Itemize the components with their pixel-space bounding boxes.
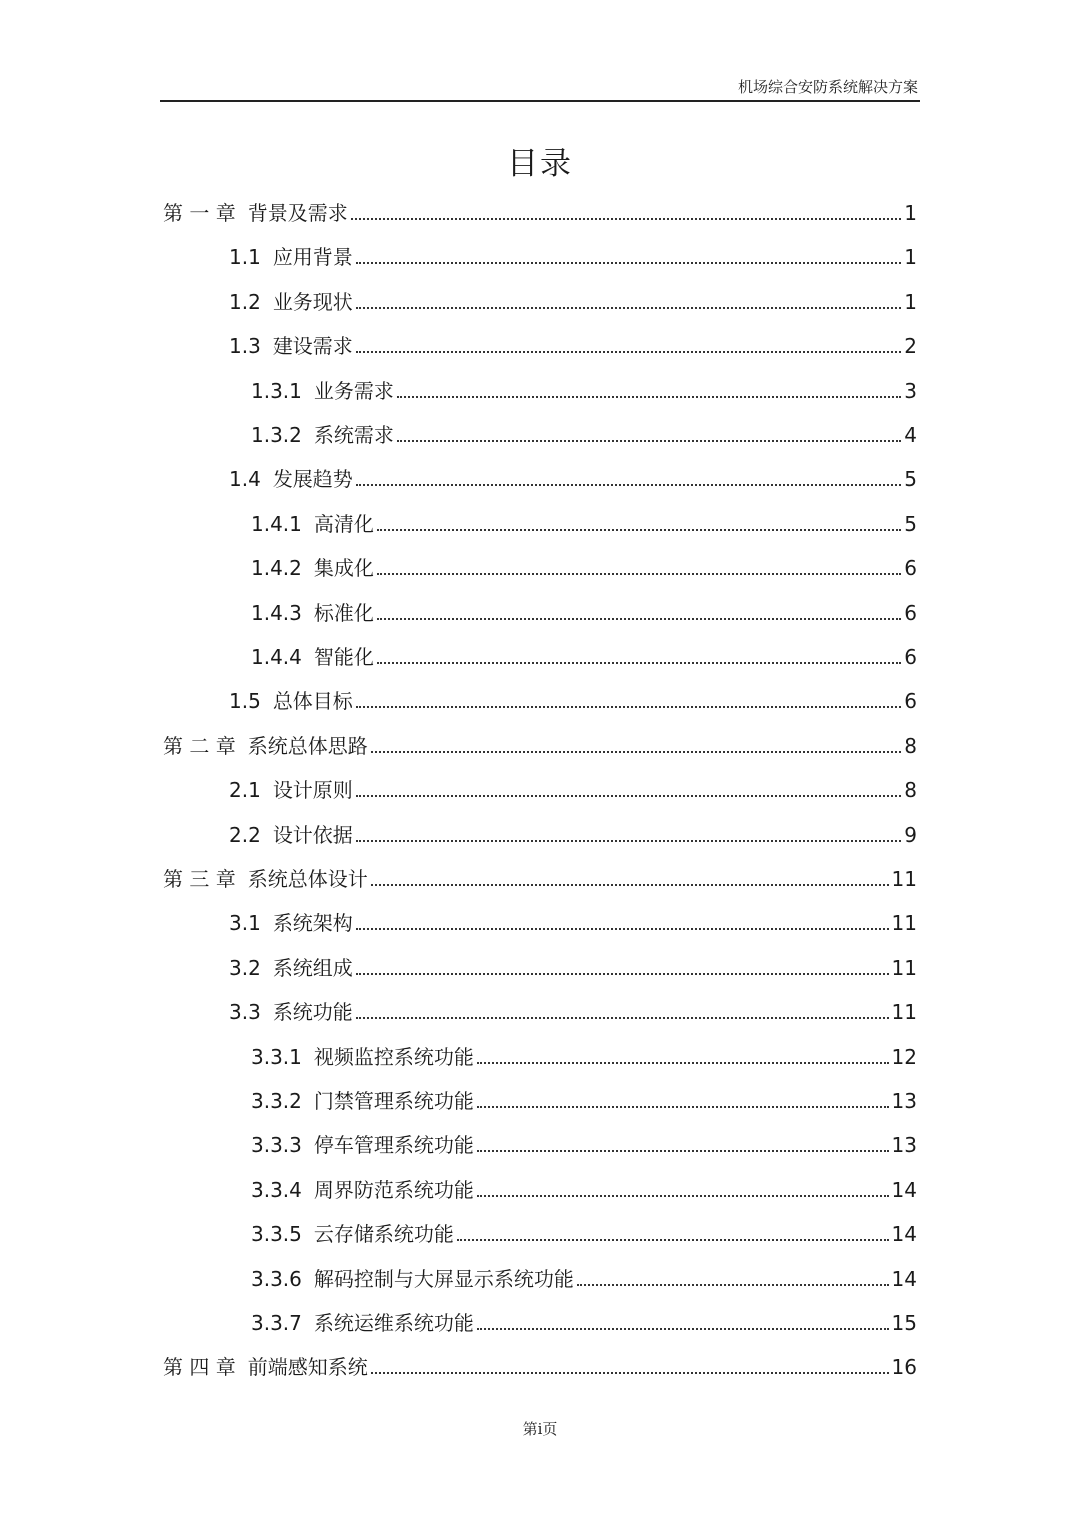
toc-entry-title: 系统总体思路 [247, 733, 368, 758]
toc-entry-title: 系统需求 [313, 423, 394, 447]
toc-entry-number: 1.3 [229, 334, 261, 359]
toc-entry-label [163, 733, 368, 759]
toc-dot-leader [377, 662, 901, 664]
toc-entry-label [229, 688, 353, 714]
toc-entry-title: 停车管理系统功能 [313, 1133, 474, 1158]
toc-entry-number: 1.4.4 [251, 645, 302, 669]
toc-entry-title: 背景及需求 [247, 201, 348, 225]
toc-entry[interactable] [229, 767, 917, 803]
toc-entry-title: 系统运维系统功能 [313, 1311, 474, 1335]
toc-entry-number: 3.3.6 [251, 1266, 302, 1291]
toc-entry-title: 云存储系统功能 [313, 1222, 454, 1247]
toc-entry-number: 3.2 [229, 955, 261, 980]
toc-entry-label [251, 1177, 474, 1203]
toc-entry-label [251, 1044, 474, 1070]
toc-entry-number: 2.1 [229, 778, 261, 803]
toc-entry-page: 16 [891, 1355, 917, 1380]
toc-entry[interactable] [229, 279, 917, 315]
toc-entry-page: 9 [904, 822, 917, 847]
toc-entry-number: 第 一 章 [163, 201, 236, 225]
toc-entry-title: 业务需求 [313, 378, 394, 403]
toc-entry-page: 6 [904, 600, 917, 625]
toc-entry-title: 业务现状 [272, 289, 353, 314]
toc-entry-number: 1.4.1 [251, 511, 302, 536]
toc-entry-number: 第 三 章 [163, 867, 236, 891]
toc-entry-title: 系统功能 [272, 1000, 353, 1025]
toc-entry-page: 1 [904, 289, 917, 314]
toc-entry-page: 15 [891, 1311, 917, 1335]
toc-entry-label [251, 1088, 474, 1114]
toc-title: 目录 [507, 146, 573, 182]
toc-entry[interactable] [229, 678, 917, 714]
toc-entry-label [251, 1132, 474, 1158]
toc-entry-number: 1.5 [229, 689, 261, 714]
toc-entry[interactable] [251, 1300, 917, 1336]
toc-entry-page: 11 [891, 955, 917, 980]
toc-entry-page: 5 [904, 467, 917, 492]
toc-entry-number: 2.2 [229, 822, 261, 847]
toc-entry-page: 6 [904, 689, 917, 714]
toc-entry-number: 第 二 章 [163, 733, 236, 758]
toc-entry-title: 视频监控系统功能 [313, 1044, 474, 1069]
toc-entry-label [251, 1221, 454, 1247]
toc-entry-title: 总体目标 [272, 689, 353, 714]
toc-entry-label [251, 1310, 474, 1336]
toc-dot-leader [356, 973, 889, 975]
toc-dot-leader [356, 1017, 889, 1019]
toc-entry-page: 13 [891, 1089, 917, 1113]
toc-entry-title: 集成化 [313, 556, 374, 581]
toc-entry-page: 12 [891, 1044, 917, 1069]
toc-dot-leader [477, 1062, 889, 1064]
toc-dot-leader [356, 262, 901, 264]
toc-entry-label [229, 244, 353, 270]
toc-entry-title: 智能化 [313, 645, 374, 669]
toc-entry-page: 14 [891, 1177, 917, 1202]
toc-dot-leader [356, 795, 901, 797]
toc-entry-page: 3 [904, 378, 917, 403]
toc-entry-page: 2 [904, 334, 917, 359]
toc-entry-title: 门禁管理系统功能 [313, 1089, 474, 1113]
toc-entry-number: 1.3.2 [251, 423, 302, 447]
toc-entry[interactable] [163, 723, 917, 759]
toc-entry-number: 3.3.1 [251, 1044, 302, 1069]
toc-entry-title: 发展趋势 [272, 467, 353, 492]
toc-entry-page: 11 [891, 911, 917, 936]
toc-entry-number: 1.1 [229, 245, 261, 270]
toc-entry[interactable] [251, 1256, 917, 1292]
toc-entry[interactable] [251, 1078, 917, 1114]
toc-dot-leader [377, 529, 901, 531]
toc-entry-title: 解码控制与大屏显示系统功能 [313, 1266, 574, 1291]
toc-entry-page: 11 [891, 1000, 917, 1025]
toc-dot-leader [356, 307, 901, 309]
toc-entry-title: 系统总体设计 [247, 867, 368, 891]
toc-entry-label [229, 822, 353, 848]
toc-entry-title: 应用背景 [272, 245, 353, 270]
toc-entry-title: 系统组成 [272, 955, 353, 980]
toc-entry-page: 14 [891, 1266, 917, 1291]
toc-entry-number: 1.3.1 [251, 378, 302, 403]
toc-dot-leader [577, 1284, 889, 1286]
toc-entry[interactable] [229, 234, 917, 270]
toc-entry[interactable] [251, 1167, 917, 1203]
toc-dot-leader [397, 440, 901, 442]
toc-dot-leader [477, 1195, 889, 1197]
toc-entry-label [163, 866, 368, 892]
toc-entry-label [229, 777, 353, 803]
toc-entry-page: 13 [891, 1133, 917, 1158]
toc-entry-label [163, 200, 348, 226]
toc-entry-label [229, 955, 353, 981]
toc-entry[interactable] [229, 456, 917, 492]
toc-entry[interactable] [251, 590, 917, 626]
page-number-footer: 第i页 [522, 1420, 558, 1438]
toc-entry-label [229, 910, 353, 936]
toc-entry-number: 1.2 [229, 289, 261, 314]
toc-dot-leader [377, 618, 901, 620]
toc-entry[interactable] [251, 368, 917, 404]
toc-entry-label [163, 1354, 368, 1380]
header-rule [160, 100, 920, 102]
toc-entry-page: 8 [904, 778, 917, 803]
toc-entry[interactable] [163, 856, 917, 892]
toc-entry-page: 1 [904, 201, 917, 225]
toc-dot-leader [371, 751, 902, 753]
toc-dot-leader [477, 1150, 889, 1152]
toc-entry[interactable] [251, 412, 917, 448]
toc-dot-leader [397, 396, 901, 398]
toc-entry-label [251, 600, 374, 626]
toc-entry-number: 3.3.4 [251, 1177, 302, 1202]
toc-entry-label [229, 333, 353, 359]
toc-entry-page: 4 [904, 423, 917, 447]
toc-entry[interactable] [251, 501, 917, 537]
toc-entry-label [229, 289, 353, 315]
toc-entry-page: 8 [904, 733, 917, 758]
toc-entry[interactable] [251, 1211, 917, 1247]
toc-entry-title: 设计依据 [272, 822, 353, 847]
toc-entry-label [251, 511, 374, 537]
toc-entry-title: 高清化 [313, 511, 374, 536]
toc-dot-leader [356, 928, 889, 930]
toc-entry-label [251, 422, 394, 448]
toc-entry[interactable] [229, 812, 917, 848]
toc-entry-page: 6 [904, 645, 917, 669]
toc-entry[interactable] [251, 545, 917, 581]
toc-entry-title: 前端感知系统 [247, 1355, 368, 1380]
toc-entry-label [251, 1266, 574, 1292]
toc-dot-leader [371, 1372, 889, 1374]
toc-dot-leader [356, 840, 901, 842]
toc-entry-page: 6 [904, 556, 917, 581]
toc-entry[interactable] [251, 634, 917, 670]
toc-entry-page: 14 [891, 1222, 917, 1247]
toc-dot-leader [477, 1106, 889, 1108]
toc-dot-leader [356, 706, 901, 708]
toc-dot-leader [356, 484, 901, 486]
toc-entry-title: 建设需求 [272, 334, 353, 359]
toc-entry-number: 第 四 章 [163, 1355, 236, 1380]
toc-dot-leader [356, 351, 901, 353]
toc-entry-page: 1 [904, 245, 917, 270]
toc-entry-number: 3.3.2 [251, 1089, 302, 1113]
toc-entry-label [229, 466, 353, 492]
toc-entry-number: 3.3 [229, 1000, 261, 1025]
toc-entry-number: 1.4.3 [251, 600, 302, 625]
toc-entry-number: 3.3.5 [251, 1222, 302, 1247]
toc-entry[interactable] [229, 989, 917, 1025]
toc-dot-leader [351, 218, 902, 220]
toc-entry[interactable] [229, 323, 917, 359]
toc-entry-title: 系统架构 [272, 911, 353, 936]
toc-entry[interactable] [251, 1034, 917, 1070]
toc-entry[interactable] [229, 900, 917, 936]
toc-dot-leader [457, 1239, 889, 1241]
toc-entry-title: 设计原则 [272, 778, 353, 803]
toc-dot-leader [377, 573, 901, 575]
toc-entry-number: 1.4.2 [251, 556, 302, 581]
toc-entry-label [229, 999, 353, 1025]
toc-entry[interactable] [251, 1122, 917, 1158]
toc-entry-label [251, 555, 374, 581]
toc-entry-page: 11 [891, 867, 917, 891]
toc-entry-number: 3.3.3 [251, 1133, 302, 1158]
toc-dot-leader [477, 1328, 889, 1330]
toc-entry-label [251, 378, 394, 404]
toc-entry-number: 3.3.7 [251, 1311, 302, 1335]
running-header-title: 机场综合安防系统解决方案 [737, 78, 918, 96]
toc-dot-leader [371, 884, 889, 886]
toc-entry-label [251, 644, 374, 670]
toc-entry-title: 标准化 [313, 600, 374, 625]
toc-entry[interactable] [163, 190, 917, 226]
toc-entry-title: 周界防范系统功能 [313, 1177, 474, 1202]
toc-entry-page: 5 [904, 511, 917, 536]
toc-entry[interactable] [163, 1344, 917, 1380]
toc-entry-number: 1.4 [229, 467, 261, 492]
toc-entry-number: 3.1 [229, 911, 261, 936]
toc-entry[interactable] [229, 945, 917, 981]
